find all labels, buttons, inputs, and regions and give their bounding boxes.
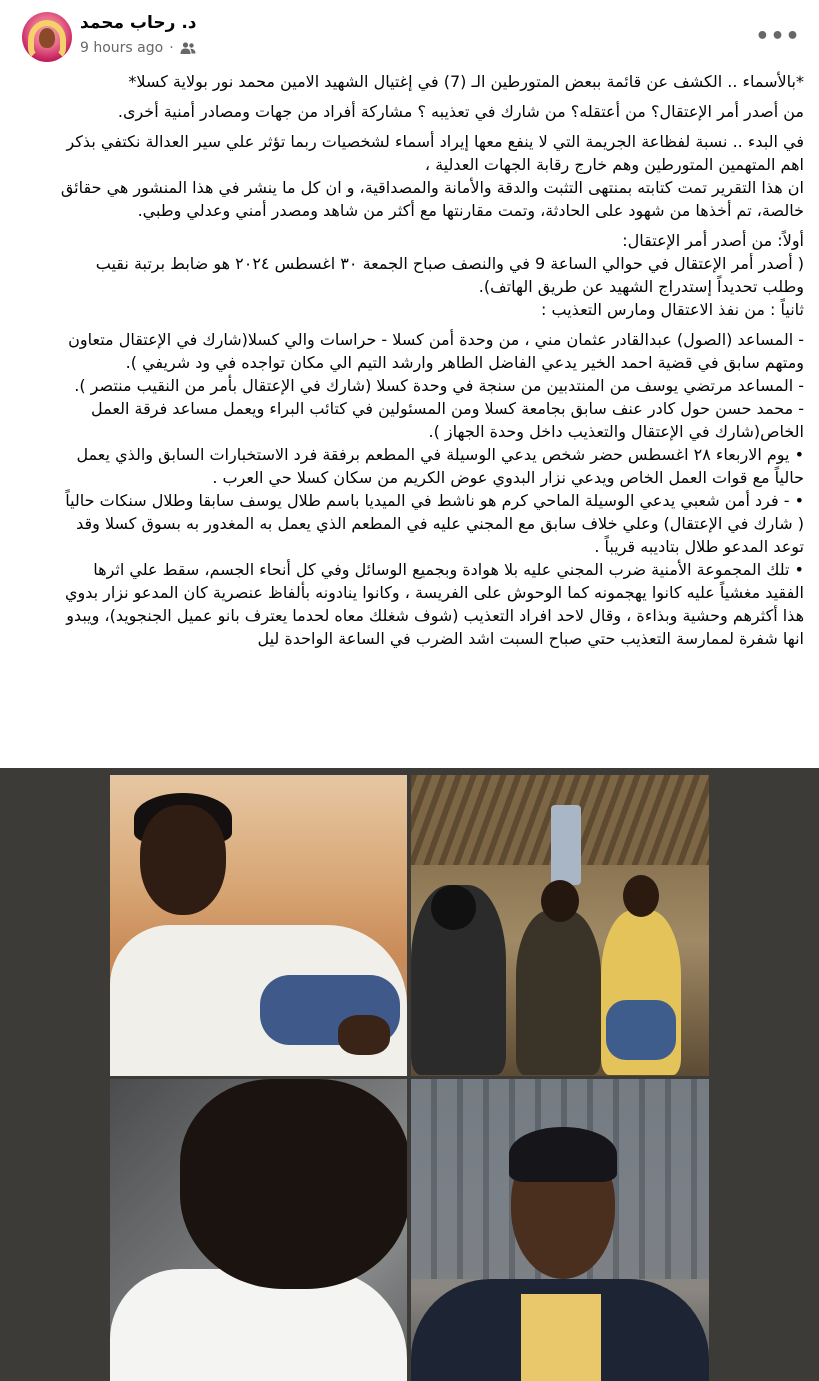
author-name[interactable]: د. رحاب محمد [80, 13, 197, 33]
post-body [58, 70, 804, 650]
post-questions: من أصدر أمر الإعتقال؟ من أعتقله؟ من شارك في تعذيبه ؟ مشاركة أفراد من جهات ومصادر أمنية أخرى. [117, 102, 804, 121]
meta-separator: · [169, 40, 174, 56]
post-section-perpetrators: - المساعد (الصول) عبدالقادر عثمان مني ، من وحدة أمن كسلا - حراسات والي كسلا(شارك في الإعتقال متعاون ومتهم سابق في قضية احمد الخير يدعي الفاضل الطاهر وارشد التيم الي مكان تواجده في ود شريفي ). - المساعد مرتضي يوسف من المنتدبين من سنجة في وحدة كسلا (شارك في الإعتقال بأمر من النقيب منتصر ). - محمد حسن حول كادر عنف سابق بجامعة كسلا ومن المسئولين في كتائب البراء ويعمل مساعد فرقة العمل الخاص(شارك في الإعتقال والتعذيب داخل وحدة الجهاز ). • يوم الاربعاء ٢٨ اغسطس حضر شخص يدعي الوسيلة في المطعم برفقة فرد الاستخبارات السابق والذي يعمل حالياً مع قوات العمل الخاص ويدعي نزار البدوي عوض الكريم من سكان كسلا حي العرب . • - فرد أمن شعبي يدعي الوسيلة الماحي كرم هو ناشط في الميديا باسم طلال يوسف سابقا وطلال سنكات حالياً ( شارك في الإعتقال) وعلي خلاف سابق مع المجني عليه في المطعم الذي يعمل به المغدور به بسوق كسلا وقد توعد المدعو طلال بتاديبه قريباً . • تلك المجموعة الأمنية ضرب المجني عليه بلا هوادة وبجميع الوسائل وفي كل أنحاء الجسم، سقط علي اثرها الفقيد مغشياً عليه كانوا يهجمونه كما الوحوش على الفريسة ، وكانوا ينادونه بألفاظ عنصرية كان المدعو نزار بدوي هذا أكثرهم وحشية وبذاءة ، وقال لاحد افراد التعذيب (شوف شغلك معاه لحدما يعترف بانو عميل الجنجويد)، ويبدو انها شفرة لممارسة التعذيب حتي صباح السبت اشد الضرب في الساعة الواحدة ليل [64, 330, 804, 648]
photo-collage [0, 768, 819, 1381]
post-headline: *بالأسماء .. الكشف عن قائمة ببعض المتورطين الـ (7) في إغتيال الشهيد الامين محمد نور بولاية كسلا* [128, 72, 804, 91]
photo-group-seated[interactable] [411, 775, 709, 1076]
avatar[interactable] [22, 12, 72, 62]
more-options-button[interactable] [755, 20, 801, 52]
post-time[interactable]: 9 hours ago [80, 40, 164, 56]
photo-man-profile[interactable] [110, 1079, 407, 1381]
friends-icon[interactable] [180, 41, 196, 55]
post-section-arrest-order: أولاً: من أصدر أمر الإعتقال: ( أصدر أمر الإعتقال في حوالي الساعة 9 في والنصف صباح الجمعة ٣٠ اغسطس ٢٠٢٤ هو ضابط برتبة نقيب وطلب تحديداً إستدراج الشهيد عن طريق الهاتف). ثانياً : من نفذ الاعتقال ومارس التعذيب : [95, 231, 804, 319]
post-intro: في البدء .. نسبة لفظاعة الجريمة التي لا ينفع معها إيراد أسماء لشخصيات ربما تؤثر علي سير العدالة نكتفي بذكر اهم المتهمين المتورطين وهم خارج رقابة الجهات العدلية ، ان هذا التقرير تمت كتابته بمنتهى التثبت والدقة والأمانة والمصداقية، و ان كل ما ينشر في هذا المنشور هي حقائق خالصة، تم أخذها من شهود على الحادثة، وتمت مقارنتها مع أكثر من شاهد ومصدر أمني وعدلي وطبي. [60, 132, 804, 220]
post-header [0, 0, 819, 70]
photo-man-black-cap[interactable] [411, 1079, 709, 1381]
post-meta [80, 40, 196, 56]
photo-man-white-shirt[interactable] [110, 775, 407, 1076]
more-options-icon: ••• [755, 23, 801, 49]
